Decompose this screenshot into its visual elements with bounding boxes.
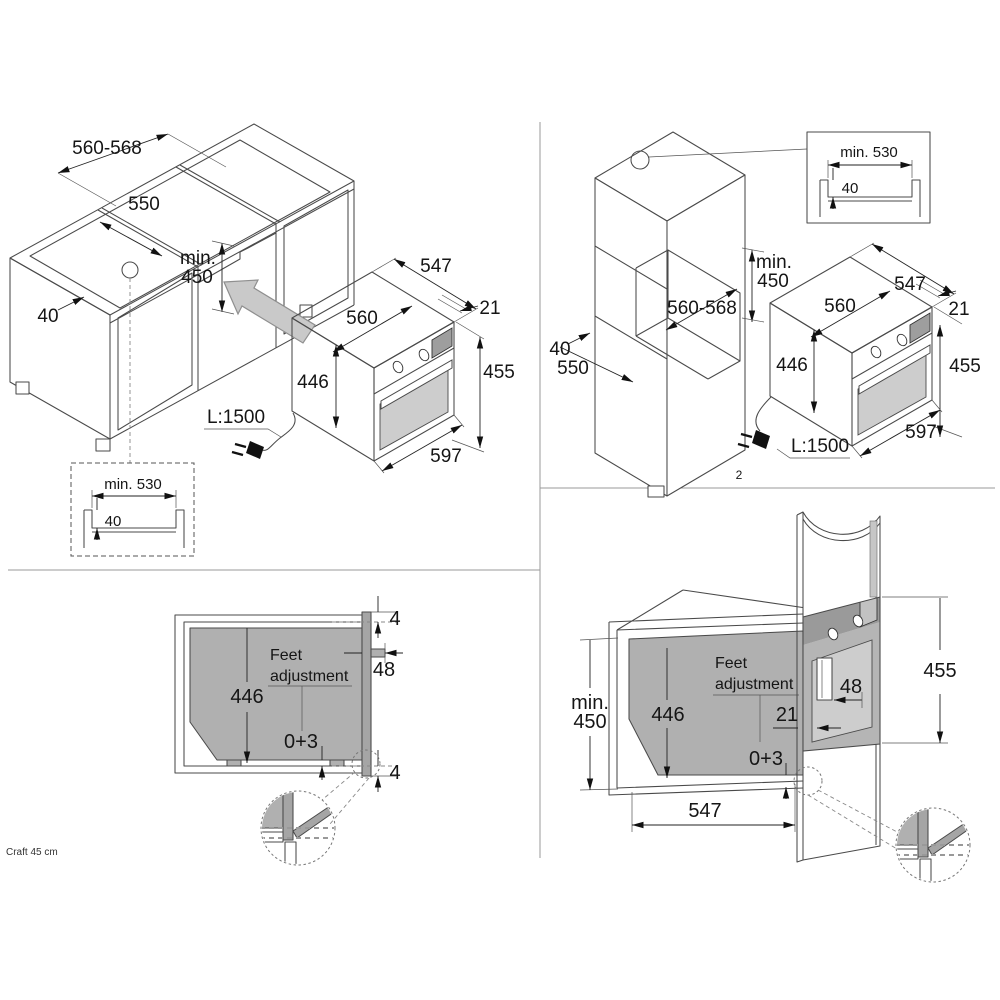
dim-oven-depth: 547 xyxy=(894,274,926,295)
figure-number: 2 xyxy=(735,468,743,482)
model-label: Craft 45 cm xyxy=(6,847,58,858)
dim-feet-range: 0+3 xyxy=(749,748,783,770)
feet-adjustment-label-1: Feet xyxy=(270,647,303,664)
control-knob-icon xyxy=(391,360,405,375)
cabinet-section-linework xyxy=(175,612,385,776)
dim-handle-depth: 48 xyxy=(839,676,863,698)
dim-fascia-thickness: 21 xyxy=(775,704,799,726)
dim-niche-min-height: 450 xyxy=(757,271,789,292)
control-knob-icon xyxy=(869,345,883,360)
dim-bottom-overlap: 4 xyxy=(389,762,401,784)
dim-oven-depth: 547 xyxy=(420,256,452,277)
callout-circle xyxy=(122,262,138,278)
feet-adjustment-label-1: Feet xyxy=(715,655,748,672)
dim-niche-min-height: 450 xyxy=(573,711,607,733)
front-fascia-section xyxy=(362,612,371,776)
figure-tall-cabinet-installation xyxy=(549,132,980,497)
dim-min-label: min. xyxy=(756,252,792,273)
dim-niche-width: 560-568 xyxy=(72,138,142,159)
dim-min-label: min. xyxy=(571,692,609,714)
power-cord xyxy=(738,397,850,458)
dim-niche-depth: 550 xyxy=(557,358,589,379)
dim-front-clearance: 40 xyxy=(37,306,59,327)
dim-min-label: min. xyxy=(180,248,216,269)
dim-top-overlap: 4 xyxy=(389,608,401,630)
dim-body-height: 446 xyxy=(297,372,329,393)
oven-isometric xyxy=(292,272,466,461)
control-knob-icon xyxy=(417,348,431,363)
detail-min-width: min. 530 xyxy=(840,144,898,161)
dim-niche-depth: 550 xyxy=(128,194,160,215)
detail-recess-depth: 40 xyxy=(104,513,122,530)
dim-body-height: 446 xyxy=(651,704,685,726)
dim-body-height: 446 xyxy=(230,686,264,708)
feet-adjustment-label-2: adjustment xyxy=(715,676,794,693)
dim-front-height: 455 xyxy=(483,362,515,383)
cord-length-label: L:1500 xyxy=(206,407,266,428)
counter-dimensions xyxy=(37,134,234,327)
dim-oven-width: 560 xyxy=(346,308,378,329)
figure-counter-installation xyxy=(10,124,515,556)
dim-front-clearance: 40 xyxy=(549,339,571,360)
dim-front-width: 597 xyxy=(430,446,462,467)
detail-min-width: min. 530 xyxy=(104,476,162,493)
power-plug-icon xyxy=(232,441,264,459)
adjustable-foot-wedge xyxy=(293,806,334,838)
dim-oven-width: 560 xyxy=(824,296,856,317)
dim-oven-depth: 547 xyxy=(688,800,722,822)
control-knob-icon xyxy=(895,333,909,348)
dim-front-width: 597 xyxy=(905,422,937,443)
dim-fascia-proud: 21 xyxy=(479,298,501,319)
cord-length-label: L:1500 xyxy=(790,436,850,457)
oven-front-through-opening xyxy=(803,595,880,751)
dim-fascia-proud: 21 xyxy=(948,299,970,320)
recess-detail-box xyxy=(71,463,194,556)
power-cord xyxy=(204,407,295,459)
dim-niche-min-height: 450 xyxy=(181,267,213,288)
dim-niche-width: 560-568 xyxy=(667,298,737,319)
oven-dimensions xyxy=(297,256,515,473)
door-handle xyxy=(817,658,832,700)
dim-body-height: 446 xyxy=(776,355,808,376)
adjustable-foot-wedge xyxy=(928,823,969,855)
figure-side-section-counter xyxy=(175,596,403,866)
feet-adjustment-label-2: adjustment xyxy=(270,668,349,685)
detail-recess-depth: 40 xyxy=(841,180,859,197)
handle-section xyxy=(371,649,385,657)
dim-front-height: 455 xyxy=(949,356,981,377)
dim-front-height: 455 xyxy=(923,660,957,682)
recess-detail-box xyxy=(807,132,930,223)
dim-feet-range: 0+3 xyxy=(284,731,318,753)
dim-handle-depth: 48 xyxy=(372,659,396,681)
figure-side-section-tall xyxy=(571,512,971,883)
